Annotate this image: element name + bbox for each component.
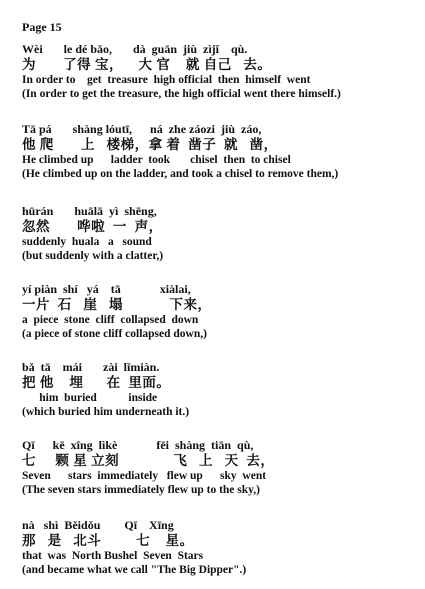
sentence-block-4 xyxy=(22,282,422,342)
page-number: Page 15 xyxy=(22,20,62,34)
translation-line: (In order to get the treasure, the high official went there himself.) xyxy=(22,88,341,100)
chinese-line: 一片 石 崖 塌 下来， xyxy=(22,296,212,312)
pinyin-line: hūrán huālā yì shēng, xyxy=(22,204,157,218)
pinyin-line: yí piàn shí yá tā xiàlai, xyxy=(22,282,191,296)
pinyin-line: Tā pá shàng lóutī, ná zhe záozi jiù záo, xyxy=(22,122,262,136)
gloss-line: a piece stone cliff collapsed down xyxy=(22,313,199,326)
chinese-line: 那 是 北斗 七 星。 xyxy=(22,532,194,548)
translation-line: (He climbed up on the ladder, and took a chisel to remove them,) xyxy=(22,168,339,180)
pinyin-line: Wèi le dé bǎo, dà guān jiù zìjǐ qù. xyxy=(22,42,248,56)
sentence-block-1 xyxy=(22,42,422,102)
gloss-line: He climbed up ladder took chisel then to chisel xyxy=(22,153,291,166)
gloss-line: Seven stars immediately flew up sky went xyxy=(22,469,267,482)
gloss-line: suddenly huala a sound xyxy=(22,235,152,248)
sentence-block-5 xyxy=(22,360,422,420)
gloss-line: In order to get treasure high official then himself went xyxy=(22,73,311,86)
gloss-line: that was North Bushel Seven Stars xyxy=(22,549,204,562)
chinese-line: 他 爬 上 楼梯，拿 着 凿子 就 凿， xyxy=(22,136,278,152)
gloss-line: him buried inside xyxy=(22,391,158,404)
chinese-line: 为 了得 宝， 大 官 就 自己 去。 xyxy=(22,56,272,72)
translation-line: (which buried him underneath it.) xyxy=(22,406,190,418)
chinese-line: 七 颗 星 立刻 飞 上 天 去， xyxy=(22,452,275,468)
sentence-block-3 xyxy=(22,204,422,264)
chinese-line: 把 他 埋 在 里面。 xyxy=(22,374,171,390)
sentence-block-6 xyxy=(22,438,422,498)
translation-line: (but suddenly with a clatter,) xyxy=(22,250,164,262)
sentence-block-7 xyxy=(22,518,422,578)
pinyin-line: Qī kē xīng lìkè fēi shàng tiān qù, xyxy=(22,438,254,452)
translation-line: (and became what we call "The Big Dipper".) xyxy=(22,564,247,576)
pinyin-line: nà shì Běidǒu Qī Xīng xyxy=(22,518,174,532)
chinese-line: 忽然 哗啦 一 声， xyxy=(22,218,163,234)
translation-line: (a piece of stone cliff collapsed down,) xyxy=(22,328,207,340)
translation-line: (The seven stars immediately flew up to the sky,) xyxy=(22,484,260,496)
sentence-block-2 xyxy=(22,122,422,182)
pinyin-line: bǎ tā mái zài lǐmiàn. xyxy=(22,360,160,374)
